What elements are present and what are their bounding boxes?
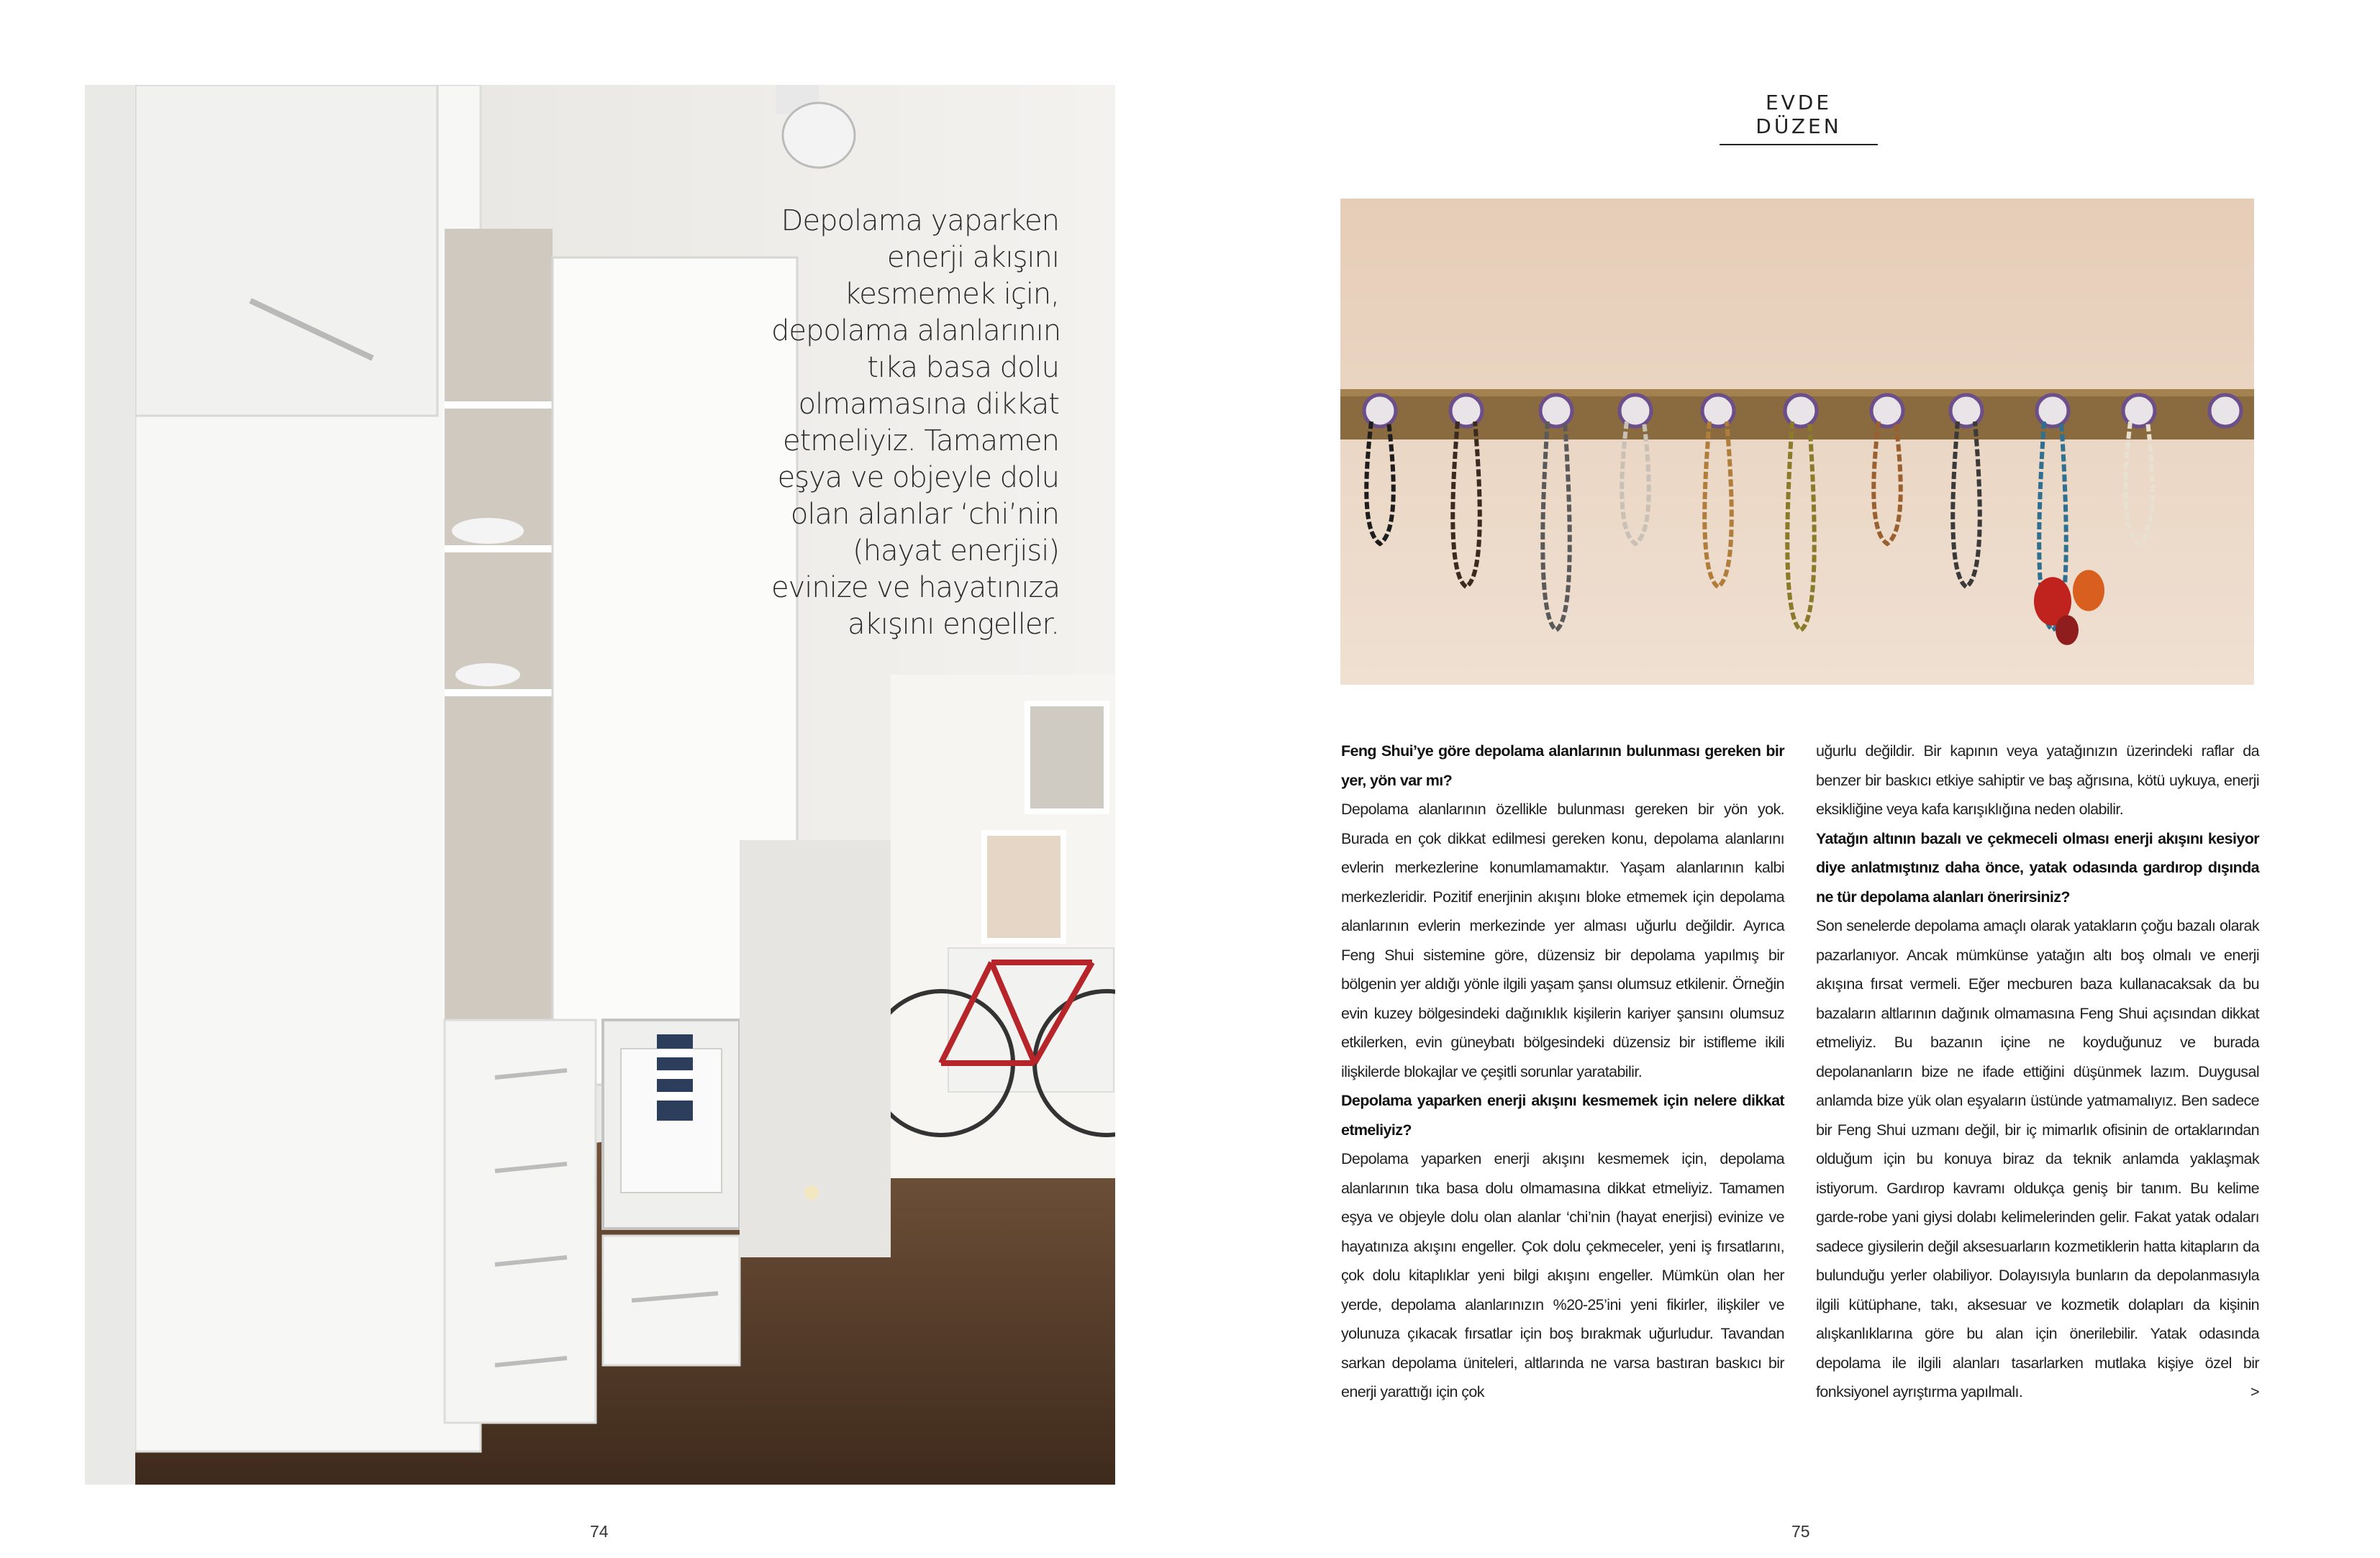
bead <box>2056 615 2079 645</box>
quote-line: eşya ve objeyle dolu <box>777 461 1059 494</box>
hook-knob <box>1364 395 1396 427</box>
answer-2-continued: uğurlu değildir. Bir kapının veya yatağınızın üzerindeki raflar da benzer bir baskıcı etkiye sahiptir ve baş ağrısına, kötü uykuya, enerji eksikliğine veya kafa karışıklığına neden olabilir. <box>1816 742 2259 818</box>
quote-line: kesmemek için, <box>844 278 1059 311</box>
answer-3 <box>1816 911 2259 1407</box>
necklace-illustration <box>1340 199 2254 685</box>
quote-line: Depolama yaparken <box>781 204 1059 237</box>
hook-knob <box>2123 395 2155 427</box>
quote-line: olmamasına dikkat <box>798 388 1059 421</box>
hook-knob <box>2037 395 2068 427</box>
quote-line: etmeliyiz. Tamamen <box>782 424 1059 457</box>
quote-line: tıka basa dolu <box>867 351 1059 384</box>
pull-quote <box>771 203 1059 643</box>
answer-3-text: Son senelerde depolama amaçlı olarak yatakların çoğu bazalı olarak pazarlanıyor. Ancak mümkünse yatağın altı boş olmalı ve enerji akışına fırsat vermeli. Eğer mecburen baza kullanacaksak da bu bazaların altlarının dağınık olmamasına Feng Shui açısından dikkat etmeliyiz. Bu bazanın içine ne koyduğunuz ve burada depolananların bize ne ifade ettiğini düşünmek lazım. Duygusal anlamda bize yük olan eşyaların üstünde yatmamalıyız. Ben sadece bir Feng Shui uzmanı değil, bir iç mimarlık ofisinin de ortaklarından olduğum için bu konuya biraz da teknik anlamda yaklaşmak istiyorum. Gardırop kavramı oldukça geniş bir tanım. Bu kelime garde-robe yani giysi dolabı kelimelerinden gelir. Fakat yatak odaları sadece giysilerin değil aksesuarların kozmetiklerin hatta kitapların da bulunduğu yerler olabiliyor. Dolayısıyla bunların da depolanmasıyla ilgili kütüphane, takı, aksesuar ve kozmetik dolapları da kişinin alışkanlıklarına göre bu alan için önerilebilir. Yatak odasında depolama ile ilgili alanları tasarlarken mutlaka kişiye özel bir fonksiyonel ayrıştırma yapılmalı. <box>1816 917 2259 1400</box>
section-title: EVDE DÜZEN <box>1720 91 1878 145</box>
question-1: Feng Shui’ye göre depolama alanlarının bulunması gereken bir yer, yön var mı? <box>1341 742 1784 789</box>
answer-1: Depolama alanlarının özellikle bulunması gereken bir yön yok. Burada en çok dikkat edilmesi gereken konu, depolama alanlarını evlerin merkezlerine konumlamamaktır. Yaşam alanlarının kalbi merkezleridir. Pozitif enerjinin akışını bloke etmemek için depolama alanlarının evlerin merkezinde yer alması uğurlu değildir. Ayrıca Feng Shui sistemine göre, düzensiz bir depolama yapılmış bir bölgenin yer aldığı yönle ilgili yaşam şansı olumsuz etkilenir. Örneğin evin kuzey bölgesindeki dağınıklık kişilerin kariyer şansını olumsuz etkilerken, evin güneybatı bölgesindeki düzensiz bir istifleme ikili ilişkilerde blokajlar ve çeşitli sorunlar yaratabilir. <box>1341 801 1784 1080</box>
bead <box>2073 570 2104 611</box>
question-3: Yatağın altının bazalı ve çekmeceli olması enerji akışını kesiyor diye anlatmıştınız daha önce, yatak odasında gardırop dışında ne tür depolama alanları önerirsiniz? <box>1816 829 2259 906</box>
hook-knob <box>1620 395 1651 427</box>
necklace-rack-photo <box>1340 199 2254 685</box>
hook-knob <box>1950 395 1982 427</box>
quote-line: enerji akışını <box>886 241 1059 274</box>
hook-knob <box>1450 395 1482 427</box>
quote-line: (hayat enerjisi) <box>853 534 1059 568</box>
quote-line: evinize ve hayatınıza <box>771 571 1060 604</box>
quote-line: depolama alanlarının <box>771 314 1061 347</box>
hook-knob <box>1871 395 1903 427</box>
hook-knob <box>1540 395 1572 427</box>
continue-arrow: > <box>2250 1383 2259 1400</box>
article-column-left <box>1341 737 1784 1407</box>
article-column-right <box>1816 737 2259 1407</box>
page-number-right: 75 <box>1791 1522 1810 1541</box>
hook-knob <box>1785 395 1817 427</box>
kitchen-photo <box>85 85 1115 1485</box>
question-2: Depolama yaparken enerji akışını kesmemek için nelere dikkat etmeliyiz? <box>1341 1092 1784 1139</box>
hook-knob <box>2209 395 2241 427</box>
answer-2: Depolama yaparken enerji akışını kesmemek için, depolama alanlarının tıka basa dolu olmamasına dikkat etmeliyiz. Tamamen eşya ve objeyle dolu olan alanlar ‘chi’nin (hayat enerjisi) evinize ve hayatınıza akışını engeller. Çok dolu çekmeceler, yeni iş fırsatlarını, çok dolu kitaplıklar yeni bilgi akışını engeller. Mümkün olan her yerde, depolama alanlarınızın %20-25’ini yeni fikirler, ilişkiler ve yolunuza çıkacak fırsatlar için boş bırakmak uğurludur. Tavandan sarkan depolama üniteleri, altlarında ne varsa bastıran baskıcı bir enerji yarattığı için çok <box>1341 1150 1784 1400</box>
page-number-left: 74 <box>590 1522 609 1541</box>
hook-knob <box>1702 395 1734 427</box>
quote-line: akışını engeller. <box>848 608 1059 641</box>
quote-line: olan alanlar ‘chi’nin <box>790 498 1059 531</box>
